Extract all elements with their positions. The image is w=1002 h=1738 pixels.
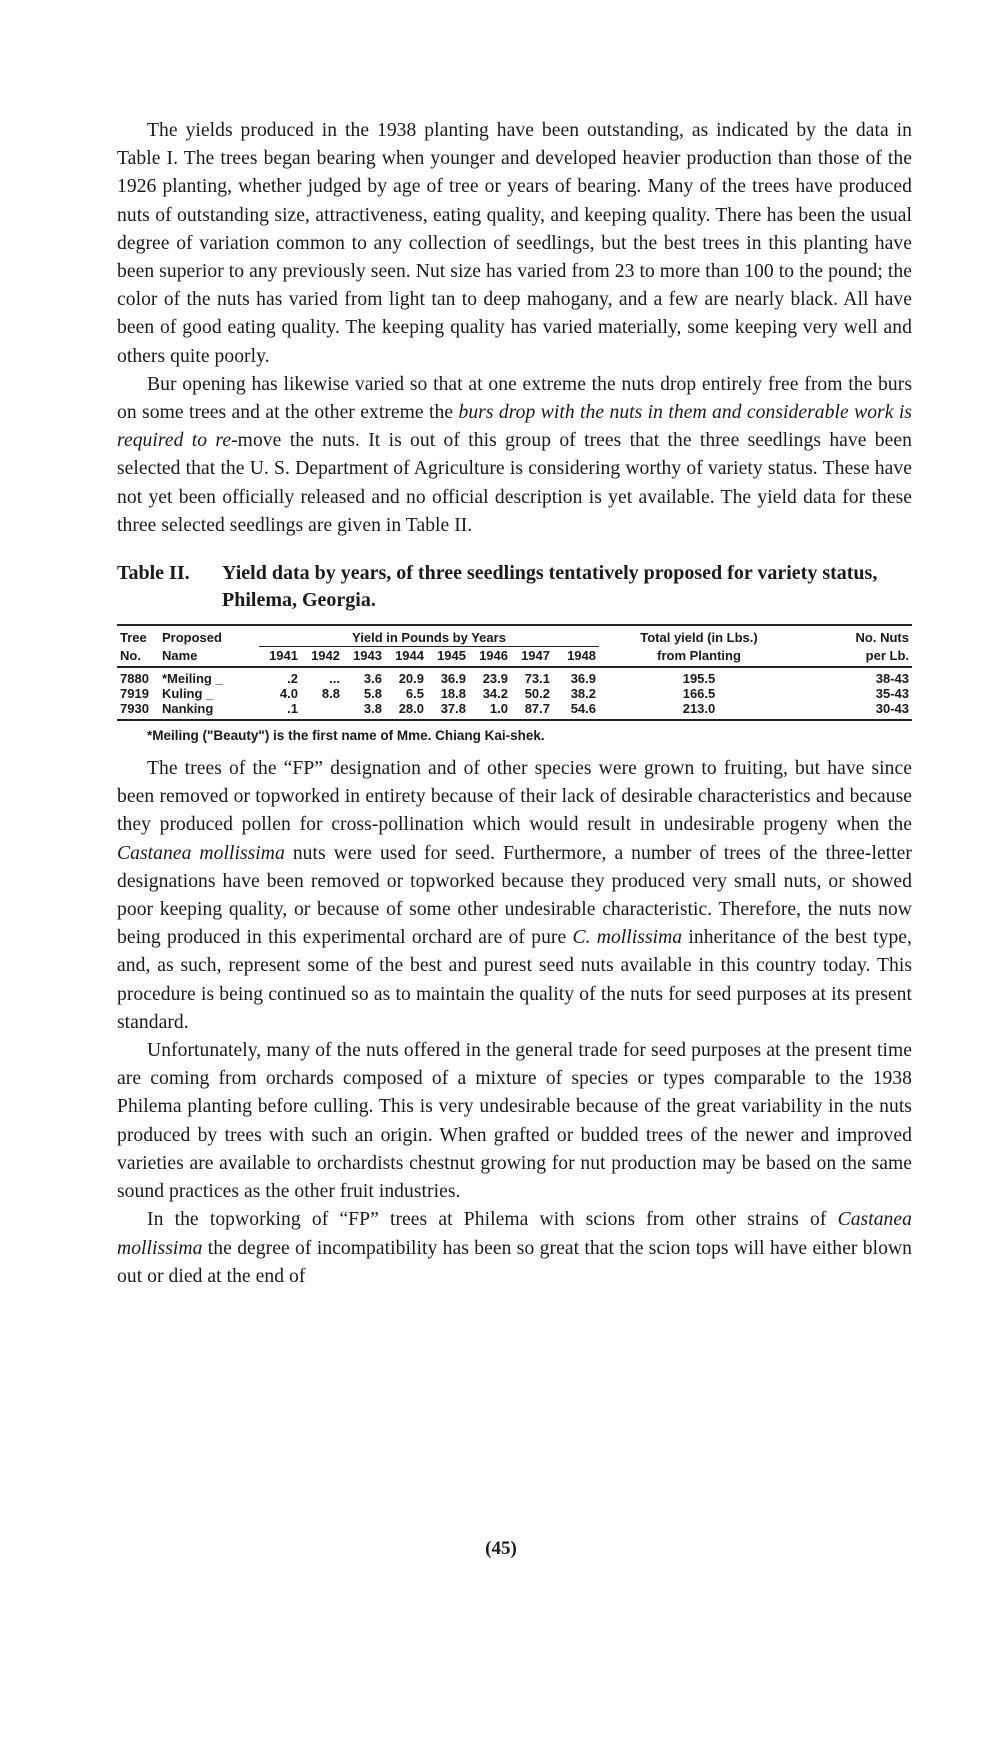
cell-tree-no: 7919 (120, 686, 149, 702)
cell-nuts: 30-43 (799, 701, 912, 720)
header-proposed: Proposed (159, 625, 259, 647)
paragraph-topworking (117, 1206, 912, 1291)
table-header-row-2 (117, 647, 912, 668)
header-tree: Tree (117, 625, 159, 647)
cell-yield: ... (329, 671, 340, 687)
table-header-row-1 (117, 625, 912, 647)
cell-yield: 3.6 (363, 671, 382, 687)
cell-yield: 73.1 (524, 671, 550, 687)
header-year: 1944 (385, 647, 427, 668)
species-name: Castanea mollissima (117, 842, 285, 864)
paragraph-yields: The yields produced in the 1938 planting have been outstanding, as indicated by the data in Table I. The trees began bearing when younger and developed heavier production than those of the 1926 planting, whether judged by age of tree or years of bearing. Many of the trees have produced nuts of outstanding size, attractiveness, eating quality, and keeping quality. There has been the usual degree of variation common to any collection of seedlings, but the best trees in this planting have been superior to any previously seen. Nut size has varied from 23 to more than 100 to the pound; the color of the nuts has varied from light tan to deep mahogany, and a few are nearly black. All have been of good eating quality. The keeping quality has varied materially, some keeping very well and others quite poorly. (117, 120, 912, 367)
cell-yield: 8.8 (321, 686, 340, 702)
yield-table (117, 624, 912, 721)
paragraph-unfortunately (117, 1037, 912, 1206)
cell-yield: 4.0 (279, 686, 298, 702)
cell-yield: 34.2 (482, 686, 508, 702)
text-span: move the nuts. It is out of this group of trees that the three seedlings have been selected that the U. S. Department of Agriculture is considering worthy of variety status. These have not yet been officially released and no official description is yet available. The yield data for these three selected seedlings are given in Table II. (117, 430, 912, 536)
table-footnote: *Meiling ("Beauty") is the first name of Mme. Chiang Kai-shek. (147, 728, 545, 744)
cell-yield: 36.9 (570, 671, 596, 687)
cell-name: *Meiling _ (162, 671, 223, 687)
header-year: 1948 (553, 647, 599, 668)
header-name: Name (159, 647, 259, 668)
cell-yield: 5.8 (363, 686, 382, 702)
species-name: Castanea mollissima (117, 1209, 912, 1259)
cell-name: Nanking (159, 701, 259, 720)
header-yield-group: Yield in Pounds by Years (259, 625, 599, 647)
table-row (117, 686, 912, 701)
document-page (117, 117, 912, 1291)
header-year: 1942 (301, 647, 343, 668)
text-span: inheritance of the best type, and, as such, represent some of the best and purest seed nuts available in this country today. This procedure is being continued so as to maintain the quality of the nuts for seed purposes at its present standard. (117, 927, 912, 1033)
cell-name: Kuling _ (162, 686, 214, 702)
header-year: 1945 (427, 647, 469, 668)
cell-nuts: 35-43 (875, 686, 909, 702)
text-span: In the topworking of “FP” trees at Philema with scions from other strains of (147, 1209, 838, 1231)
cell-yield: 36.9 (440, 671, 466, 687)
cell-total: 195.5 (682, 671, 716, 687)
cell-yield: .1 (259, 701, 301, 720)
header-no: No. (117, 647, 159, 668)
italic-span: burs drop with the nuts in them and considerable work is required to re- (117, 402, 912, 452)
table-row (117, 667, 912, 686)
header-year: 1943 (343, 647, 385, 668)
cell-yield: 54.6 (553, 701, 599, 720)
cell-tree-no: 7930 (117, 701, 159, 720)
header-year: 1947 (511, 647, 553, 668)
text-span: nuts were used for seed. Furthermore, a number of trees of the three-letter designations have been removed or topworked because they produced very small nuts, or showed poor keeping quality, or because of some other undesirable characteristic. Therefore, the nuts now being produced in this experimental orchard are of pure (117, 842, 912, 949)
text-span: The trees of the “FP” designation and of other species were grown to fruiting, but have since been removed or topworked in entirety because of their lack of desirable characteristics and because they produced pollen for cross-pollination which would result in undesirable progeny when the (117, 758, 912, 836)
cell-yield (301, 701, 343, 720)
cell-yield: 50.2 (524, 686, 550, 702)
text-span: the degree of incompatibility has been so great that the scion tops will have either blown out or died at the end of (117, 1237, 912, 1287)
body-after-table (117, 755, 912, 1291)
text-span: Unfortunately, many of the nuts offered in the general trade for seed purposes at the present time are coming from orchards composed of a mixture of species or types comparable to the 1938 Philema planting before culling. This is very undesirable because of the great variability in the nuts produced by trees with such an origin. When grafted or budded trees of the newer and improved varieties are available to orchardists chestnut growing for nut production may be based on the same sound practices as the other fruit industries. (117, 1040, 912, 1203)
cell-yield: 3.8 (343, 701, 385, 720)
cell-yield: 18.8 (440, 686, 466, 702)
paragraph-bur-opening (117, 371, 912, 540)
cell-yield: 1.0 (469, 701, 511, 720)
cell-yield: 28.0 (385, 701, 427, 720)
table-caption (117, 560, 912, 614)
header-year: 1946 (469, 647, 511, 668)
header-nuts: No. Nuts (799, 625, 912, 647)
text-span: Bur opening has likewise varied so that at one extreme the nuts drop entirely free from the burs on some trees and at the other extreme the (117, 373, 912, 424)
header-from-planting: from Planting (599, 647, 799, 668)
paragraph-fp-trees (117, 755, 912, 1037)
cell-nuts: 38-43 (875, 671, 909, 687)
cell-yield: .2 (287, 671, 298, 687)
table-caption-text: Yield data by years, of three seedlings tentatively proposed for variety status, Philema, Georgia. (222, 562, 878, 612)
cell-yield: 20.9 (398, 671, 424, 687)
table-row (117, 701, 912, 720)
cell-yield: 23.9 (482, 671, 508, 687)
header-year: 1941 (259, 647, 301, 668)
cell-yield: 38.2 (570, 686, 596, 702)
cell-tree-no: 7880 (120, 671, 149, 687)
cell-yield: 37.8 (427, 701, 469, 720)
table-label: Table II. (117, 562, 190, 585)
cell-yield: 87.7 (511, 701, 553, 720)
cell-total: 213.0 (599, 701, 799, 720)
page-number: (45) (485, 1538, 517, 1559)
header-per-lb: per Lb. (799, 647, 912, 668)
cell-yield: 6.5 (405, 686, 424, 702)
species-name: C. mollissima (572, 927, 683, 949)
header-total: Total yield (in Lbs.) (599, 625, 799, 647)
cell-total: 166.5 (682, 686, 716, 702)
